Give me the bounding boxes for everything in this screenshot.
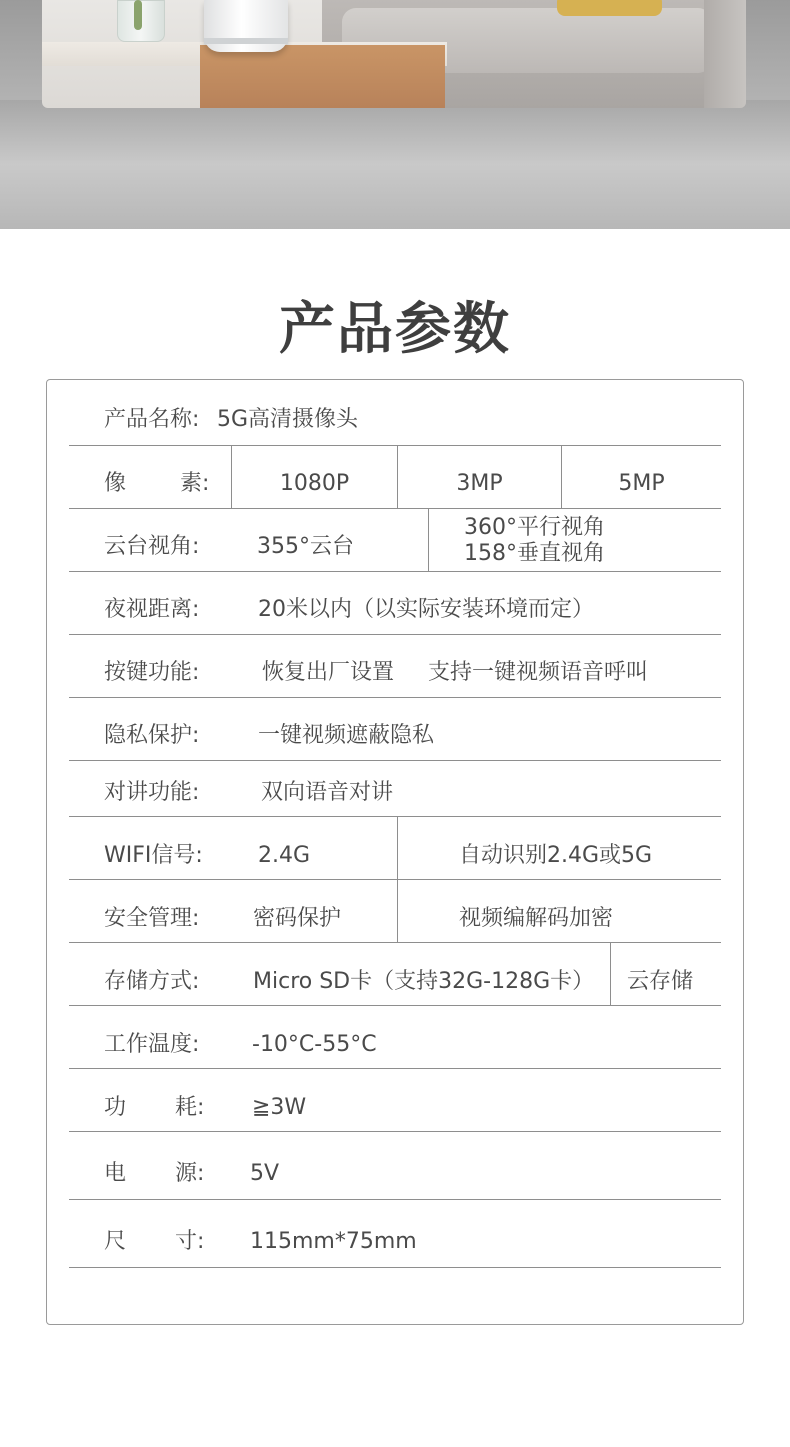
ptz-horizontal: 360°平行视角 <box>464 515 605 540</box>
pixel-option-5mp: 5MP <box>618 471 665 496</box>
storage-label: 存储方式: <box>104 969 200 994</box>
wifi-extra: 自动识别2.4G或5G <box>459 843 653 868</box>
buttons-label: 按键功能: <box>104 660 200 685</box>
privacy-label: 隐私保护: <box>104 723 200 748</box>
storage-value: Micro SD卡（支持32G-128G卡） <box>253 969 595 994</box>
cell-divider <box>610 942 611 1005</box>
power-supply-value: 5V <box>250 1161 280 1186</box>
pixel-label-b: 素: <box>180 471 210 496</box>
size-value: 115mm*75mm <box>250 1229 417 1254</box>
pixel-option-1080p: 1080P <box>279 471 350 496</box>
pillow <box>557 0 662 16</box>
temperature-value: -10°C-55°C <box>252 1032 377 1057</box>
row-divider <box>69 942 721 943</box>
power-supply-label-b: 源: <box>175 1161 205 1186</box>
row-divider <box>69 760 721 761</box>
row-divider <box>69 879 721 880</box>
sofa-arm <box>704 0 746 108</box>
buttons-value-call: 支持一键视频语音呼叫 <box>428 660 649 685</box>
security-value: 密码保护 <box>253 906 342 931</box>
pixel-label-a: 像 <box>104 471 127 496</box>
page-title: 产品参数 <box>279 297 511 362</box>
wifi-value: 2.4G <box>258 843 311 868</box>
row-divider <box>69 1131 721 1132</box>
security-extra: 视频编解码加密 <box>459 906 614 931</box>
wifi-label: WIFI信号: <box>104 843 203 868</box>
power-supply-label-a: 电 <box>104 1161 127 1186</box>
power-consumption-label-b: 耗: <box>175 1095 205 1120</box>
cell-divider <box>428 508 429 571</box>
size-label-b: 寸: <box>175 1229 205 1254</box>
camera-ring <box>204 38 288 44</box>
name-value: 5G高清摄像头 <box>217 407 359 432</box>
night-vision-label: 夜视距离: <box>104 597 200 622</box>
wood-drawer <box>200 45 445 108</box>
night-vision-value: 20米以内（以实际安装环境而定） <box>258 597 594 622</box>
row-divider <box>69 816 721 817</box>
row-divider <box>69 1199 721 1200</box>
row-divider <box>69 634 721 635</box>
intercom-value: 双向语音对讲 <box>261 780 394 805</box>
power-consumption-value: ≧3W <box>252 1095 307 1120</box>
camera-product <box>204 0 288 52</box>
floor-reflection <box>0 100 790 229</box>
temperature-label: 工作温度: <box>104 1032 200 1057</box>
row-divider <box>69 1005 721 1006</box>
ptz-vertical: 158°垂直视角 <box>464 541 605 566</box>
plant-leaf <box>134 0 142 30</box>
hero-photo <box>0 0 790 229</box>
intercom-label: 对讲功能: <box>104 780 200 805</box>
ptz-value: 355°云台 <box>257 534 354 559</box>
size-label-a: 尺 <box>104 1229 127 1254</box>
ptz-label: 云台视角: <box>104 534 200 559</box>
power-consumption-label-a: 功 <box>104 1095 127 1120</box>
row-divider <box>69 697 721 698</box>
row-divider <box>69 1068 721 1069</box>
storage-extra: 云存储 <box>627 969 694 994</box>
row-divider <box>69 1267 721 1268</box>
name-label: 产品名称: <box>104 407 200 432</box>
row-divider <box>69 571 721 572</box>
buttons-value-reset: 恢复出厂设置 <box>262 660 395 685</box>
row-divider <box>69 445 721 446</box>
privacy-value: 一键视频遮蔽隐私 <box>258 723 435 748</box>
security-label: 安全管理: <box>104 906 200 931</box>
living-room-photo <box>42 0 746 108</box>
pixel-option-3mp: 3MP <box>456 471 503 496</box>
row-divider <box>69 508 721 509</box>
